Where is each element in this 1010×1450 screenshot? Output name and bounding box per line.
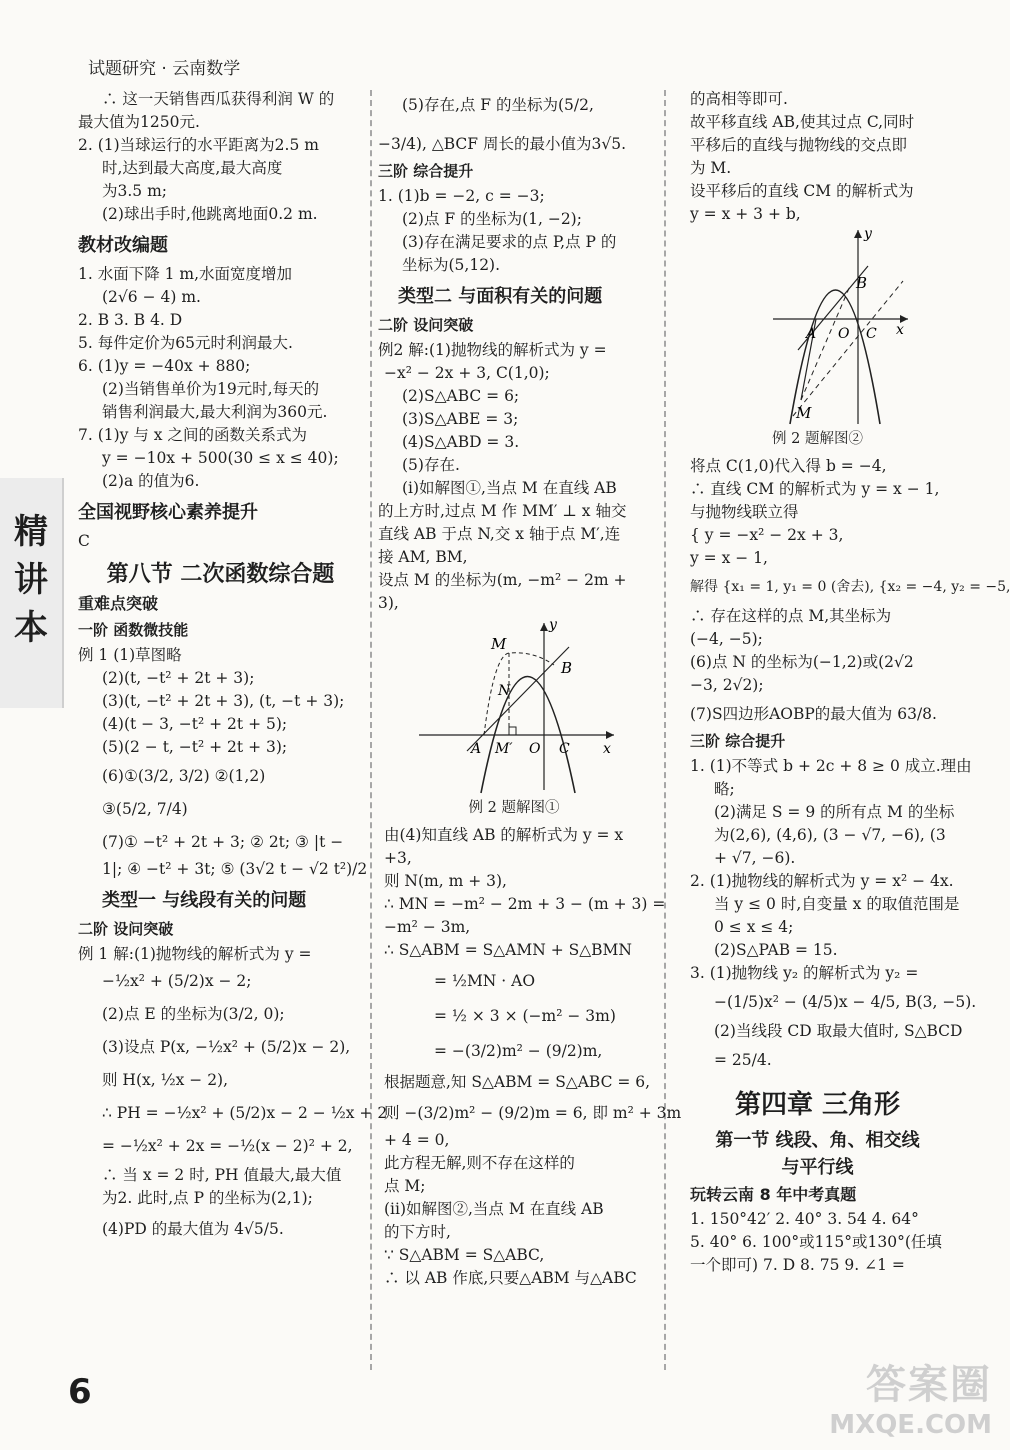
section-title: 与平行线 [781,1157,854,1178]
watermark-line: 答案圈 [866,1362,992,1408]
text-line: (4)S△ABD = 3. [402,433,520,451]
section-heading: 类型一 与线段有关的问题 [102,890,307,911]
text-line: ∴ 这一天销售西瓜获得利润 W 的 [102,90,335,108]
text-line: (3)存在满足要求的点 P,点 P 的 [402,233,617,251]
watermark-line: MXQE.COM [829,1410,992,1440]
text-line: 则 N(m, m + 3), [384,872,507,890]
text-line: = −(3/2)m² − (9/2)m, [434,1042,603,1060]
text-line: 例2 解:(1)抛物线的解析式为 y = [378,341,607,359]
side-tab-char: 本 [14,608,48,648]
label-O: O [837,326,849,342]
text-line: = ½MN · AO [434,972,536,990]
text-line: C [78,532,90,550]
text-line: 2. (1)当球运行的水平距离为2.5 m [78,136,319,154]
side-tab-char: 讲 [14,560,48,600]
text-line: 当 y ≤ 0 时,自变量 x 的取值范围是 [714,895,960,913]
label-M: M [795,404,811,422]
label-B: B [855,274,867,292]
text-line: (3)设点 P(x, −½x² + (5/2)x − 2), [102,1038,351,1056]
text-line: 点 M; [384,1177,426,1195]
label-M: M [491,635,507,653]
text-line: 6. (1)y = −40x + 880; [78,357,251,375]
text-line: +3, [384,849,412,867]
column-divider [370,90,372,1370]
text-line: = 25/4. [714,1051,772,1069]
label-A: A [471,741,482,757]
label-B: B [561,659,573,677]
text-line: 直线 AB 于点 N,交 x 轴于点 M′,连 [378,525,621,543]
text-line: (i)如解图①,当点 M 在直线 AB [402,479,617,497]
text-line: (5)存在. [402,456,460,474]
text-line: (2)当销售单价为19元时,每天的 [102,380,320,398]
text-line: 7. (1)y 与 x 之间的函数关系式为 [78,426,307,444]
text-line: = −½x² + 2x = −½(x − 2)² + 2, [102,1137,353,1155]
text-line: 则 −(3/2)m² − (9/2)m = 6, 即 m² + 3m [384,1104,682,1122]
text-line: (2)球出手时,他跳离地面0.2 m. [102,205,318,223]
text-line: 例 1 (1)草图略 [78,646,182,664]
text-line: = ½ × 3 × (−m² − 3m) [434,1007,616,1025]
text-line: 0 ≤ x ≤ 4; [714,918,794,936]
text-line: 例 1 解:(1)抛物线的解析式为 y = [78,945,312,963]
text-line: ∴ 当 x = 2 时, PH 值最大,最大值 [102,1166,342,1184]
text-line: 故平移直线 AB,使其过点 C,同时 [690,113,915,131]
column-3 [690,88,1010,1277]
label-A: A [805,326,816,342]
text-line: ∴ PH = −½x² + (5/2)x − 2 − ½x + 2 [102,1104,388,1122]
text-line: 5. 40° 6. 100°或115°或130°(任填 [690,1233,942,1251]
text-line: ∵ S△ABM = S△ABC, [384,1246,545,1264]
text-line: (4)PD 的最大值为 4√5/5. [102,1220,284,1238]
text-line: 略; [714,780,735,798]
text-line: 最大值为1250元. [78,113,200,131]
text-line: ∴ MN = −m² − 2m + 3 − (m + 3) = [384,895,666,913]
text-line: y = −10x + 500(30 ≤ x ≤ 40); [102,449,339,467]
text-line: 则 H(x, ½x − 2), [102,1071,229,1089]
text-line: (2√6 − 4) m. [102,288,201,306]
section-heading: 全国视野核心素养提升 [78,502,258,523]
figure-caption: 例 2 题解图② [772,431,863,447]
text-line: 1. (1)b = −2, c = −3; [378,187,545,205]
text-line: 为2. 此时,点 P 的坐标为(2,1); [102,1189,313,1207]
text-line: 平移后的直线与抛物线的交点即 [690,136,908,154]
text-line: −3, 2√2); [690,676,764,694]
text-line: 此方程无解,则不存在这样的 [384,1154,575,1172]
watermark [829,1353,992,1440]
text-line: (4)(t − 3, −t² + 2t + 5); [102,715,288,733]
text-line: −3/4), △BCF 周长的最小值为3√5. [378,135,627,153]
text-line: + √7, −6). [714,849,796,867]
text-line: (2)点 E 的坐标为(3/2, 0); [102,1005,285,1023]
text-line: 的上方时,过点 M 作 MM′ ⊥ x 轴交 [378,502,627,520]
text-line: 由(4)知直线 AB 的解析式为 y = x [384,826,624,844]
label-y: y [549,617,557,633]
text-line: 坐标为(5,12). [402,256,501,274]
text-line: ∴ S△ABM = S△AMN + S△BMN [384,941,632,959]
text-line: (2)(t, −t² + 2t + 3); [102,669,255,687]
text-line: −½x² + (5/2)x − 2; [102,972,252,990]
side-tab [0,478,64,708]
text-line: (3)S△ABE = 3; [402,410,519,428]
text-line: 解得 {x₁ = 1, y₁ = 0 (舍去), {x₂ = −4, y₂ = −5, [690,579,1010,595]
text-line: 为 M. [690,159,732,177]
text-line: (2)S△PAB = 15. [714,941,838,959]
level-heading: 三阶 综合提升 [690,732,786,750]
level-heading: 二阶 设问突破 [78,920,174,938]
text-line: 时,达到最大高度,最大高度 [102,159,283,177]
text-line: −x² − 2x + 3, C(1,0); [384,364,550,382]
text-line: 为(2,6), (4,6), (3 − √7, −6), (3 [714,826,946,844]
text-line: 设点 M 的坐标为(m, −m² − 2m + [378,571,627,589]
text-line: 销售利润最大,最大利润为360元. [102,403,328,421]
level-heading: 二阶 设问突破 [378,316,474,334]
text-line: (2)当线段 CD 取最大值时, S△BCD [714,1022,963,1040]
text-line: 一个即可) 7. D 8. 75 9. ∠1 = [690,1256,905,1274]
text-line: 为3.5 m; [102,182,167,200]
column-divider [664,90,666,1370]
section-heading: 教材改编题 [78,235,168,256]
subsection-heading: 重难点突破 [78,594,159,613]
level-heading: 三阶 综合提升 [378,162,474,180]
label-M-prime: M′ [495,741,513,757]
text-line: ③(5/2, 7/4) [102,800,188,818]
text-line: (2)S△ABC = 6; [402,387,520,405]
text-line: 1. (1)不等式 b + 2c + 8 ≥ 0 成立.理由 [690,757,972,775]
text-line: −m² − 3m, [384,918,471,936]
text-line: 2. (1)抛物线的解析式为 y = x² − 4x. [690,872,954,890]
section-title: 第一节 线段、角、相交线 [715,1130,920,1151]
text-line: 1. 水面下降 1 m,水面宽度增加 [78,265,293,283]
label-y: y [863,226,872,242]
text-line: 与抛物线联立得 [690,503,799,521]
text-line: (−4, −5); [690,630,763,648]
text-line: −(1/5)x² − (4/5)x − 4/5, B(3, −5). [714,993,977,1011]
text-line: 1. 150°42′ 2. 40° 3. 54 4. 64° [690,1210,919,1228]
section-title: 第八节 二次函数综合题 [106,562,335,587]
figure-1-parabola [399,615,629,795]
page-number: 6 [68,1372,92,1412]
text-line: ∴ 直线 CM 的解析式为 y = x − 1, [690,480,940,498]
text-line: (3)(t, −t² + 2t + 3), (t, −t + 3); [102,692,345,710]
text-line: (6)点 N 的坐标为(−1,2)或(2√2 [690,653,914,671]
text-line: 2. B 3. B 4. D [78,311,183,329]
text-line: ∴ 以 AB 作底,只要△ABM 与△ABC [384,1269,637,1287]
label-O: O [529,741,541,757]
column-1 [78,88,388,1241]
text-line: 根据题意,知 S△ABM = S△ABC = 6, [384,1073,651,1091]
text-line: (2)a 的值为6. [102,472,200,490]
text-line: 3. (1)抛物线 y₂ 的解析式为 y₂ = [690,964,919,982]
subsection-heading: 玩转云南 8 年中考真题 [690,1185,857,1204]
text-line: 3), [378,594,399,612]
label-x: x [603,741,611,757]
label-C: C [559,741,570,757]
figure-2-parabola [718,226,918,426]
text-line: (7)S四边形AOBP的最大值为 63/8. [690,705,937,723]
text-line: 接 AM, BM, [378,548,468,566]
side-tab-char: 精 [14,512,48,552]
text-line: (2)满足 S = 9 的所有点 M 的坐标 [714,803,955,821]
text-line: 将点 C(1,0)代入得 b = −4, [690,457,887,475]
column-2 [378,88,682,1290]
text-line: 的下方时, [384,1223,451,1241]
text-line: y = x + 3 + b, [690,205,801,223]
label-N: N [498,683,511,699]
text-line: (ii)如解图②,当点 M 在直线 AB [384,1200,604,1218]
text-line: (6)①(3/2, 3/2) ②(1,2) [102,767,266,785]
level-heading: 一阶 函数微技能 [78,621,189,639]
label-C: C [865,326,877,342]
text-line: 1|; ④ −t² + 3t; ⑤ (3√2 t − √2 t²)/2 [102,860,368,878]
text-line: (2)点 F 的坐标为(1, −2); [402,210,582,228]
text-line: (5)(2 − t, −t² + 2t + 3); [102,738,288,756]
text-line: + 4 = 0, [384,1131,450,1149]
figure-caption: 例 2 题解图① [468,800,560,816]
text-line: y = x − 1, [690,549,768,567]
page-header: 试题研究 · 云南数学 [88,59,241,79]
text-line: 5. 每件定价为65元时利润最大. [78,334,293,352]
section-heading: 类型二 与面积有关的问题 [398,286,603,307]
text-line: { y = −x² − 2x + 3, [690,526,844,544]
label-x: x [895,322,904,338]
text-line: 的高相等即可. [690,90,788,108]
chapter-title: 第四章 三角形 [734,1090,901,1120]
text-line: 设平移后的直线 CM 的解析式为 [690,182,914,200]
text-line: (5)存在,点 F 的坐标为(5/2, [402,96,594,114]
text-line: ∴ 存在这样的点 M,其坐标为 [690,607,892,625]
text-line: (7)① −t² + 2t + 3; ② 2t; ③ |t − [102,833,344,851]
